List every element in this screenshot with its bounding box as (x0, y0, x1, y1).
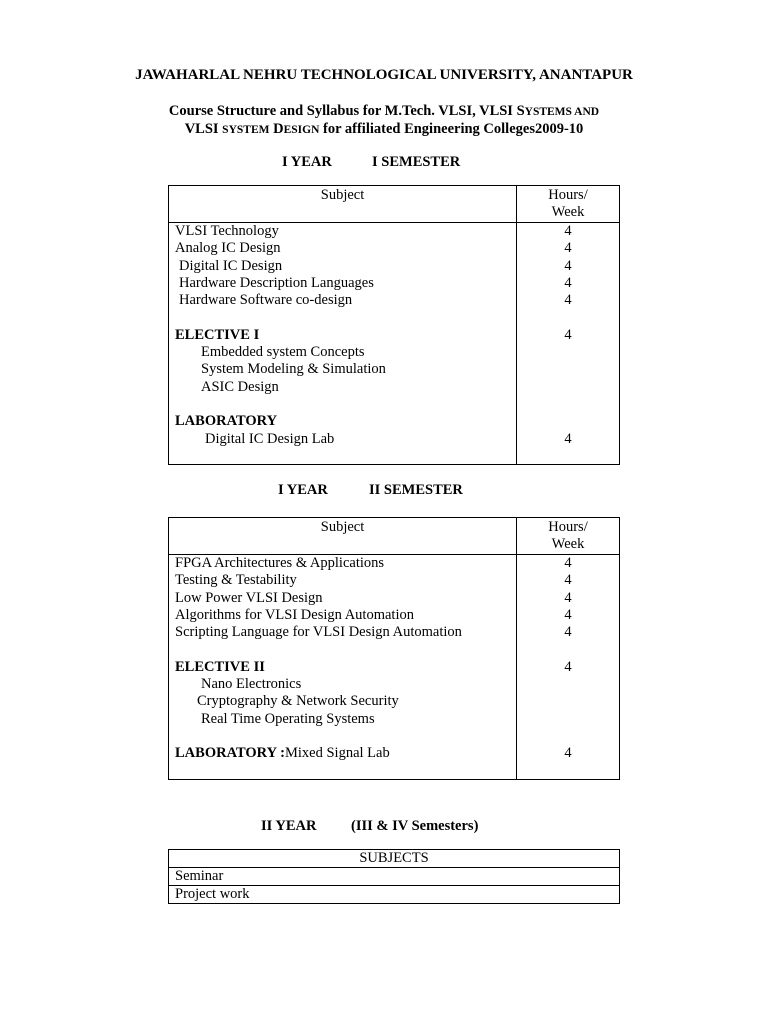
subject-item: Scripting Language for VLSI Design Automation (175, 624, 462, 641)
sem2-hours-header: Hours/ Week (517, 518, 620, 555)
elective-item: Real Time Operating Systems (201, 710, 375, 727)
elective-item: ASIC Design (201, 378, 279, 395)
year2-semesters-label: (III & IV Semesters) (351, 818, 479, 834)
sem1-subjects-cell (169, 223, 517, 465)
laboratory-heading: LABORATORY (175, 413, 278, 430)
year2-row: Project work (169, 886, 620, 904)
hours-value: 4 (564, 274, 572, 291)
subject-item: Hardware Software co-design (179, 292, 353, 309)
year2-subjects-header: SUBJECTS (169, 850, 620, 868)
subject-item: FPGA Architectures & Applications (175, 555, 385, 571)
hours-value: 4 (564, 572, 572, 589)
course-title-line1: Course Structure and Syllabus for M.Tech. VLSI, VLSI SYSTEMS AND (168, 103, 600, 119)
hours-value: 4 (564, 624, 572, 641)
subject-item: VLSI Technology (175, 223, 279, 239)
lab-item: Digital IC Design Lab (205, 430, 335, 447)
subject-item: Hardware Description Languages (179, 274, 374, 291)
sem1-hours-header: Hours/ Week (517, 186, 620, 223)
elective-item: System Modeling & Simulation (201, 361, 386, 378)
sem1-hours-cell (517, 223, 620, 465)
elective-item: Nano Electronics (201, 676, 302, 693)
elective-item: Embedded system Concepts (201, 344, 365, 361)
hours-value: 4 (564, 292, 572, 309)
subject-item: Algorithms for VLSI Design Automation (175, 606, 414, 623)
sem2-subject-header: Subject (169, 518, 517, 555)
hours-value: 4 (564, 430, 572, 447)
hours-value: 4 (564, 658, 572, 675)
year2-table (168, 849, 620, 904)
sem1-table (168, 185, 620, 465)
hours-value: 4 (564, 240, 572, 257)
sem2-year-label: I YEAR (278, 482, 328, 498)
sem1-year-label: I YEAR (282, 154, 332, 170)
hours-value: 4 (564, 555, 572, 571)
subject-item: Analog IC Design (175, 240, 281, 257)
course-title-line2: VLSI SYSTEM DESIGN for affiliated Engineering Colleges2009-10 (184, 121, 584, 137)
elective-heading: ELECTIVE I (175, 326, 260, 343)
subject-item: Testing & Testability (175, 572, 297, 589)
elective-heading: ELECTIVE II (175, 658, 265, 675)
hours-value: 4 (564, 257, 572, 274)
sem2-semester-label: II SEMESTER (369, 482, 463, 498)
subject-item: Digital IC Design (179, 257, 283, 274)
hours-value: 4 (564, 589, 572, 606)
hours-value: 4 (564, 223, 572, 239)
sem2-table (168, 517, 620, 780)
university-title: JAWAHARLAL NEHRU TECHNOLOGICAL UNIVERSITY, ANANTAPUR (135, 67, 633, 83)
hours-value: 4 (564, 326, 572, 343)
year2-row: Seminar (169, 868, 620, 886)
year2-label: II YEAR (261, 818, 317, 834)
sem1-semester-label: I SEMESTER (372, 154, 461, 170)
sem2-hours-cell (517, 555, 620, 780)
laboratory-line: LABORATORY :Mixed Signal Lab (175, 745, 390, 762)
sem2-subjects-cell (169, 555, 517, 780)
hours-value: 4 (564, 745, 572, 762)
sem1-subject-header: Subject (169, 186, 517, 223)
hours-value: 4 (564, 606, 572, 623)
subject-item: Low Power VLSI Design (175, 589, 323, 606)
elective-item: Cryptography & Network Security (197, 693, 399, 710)
